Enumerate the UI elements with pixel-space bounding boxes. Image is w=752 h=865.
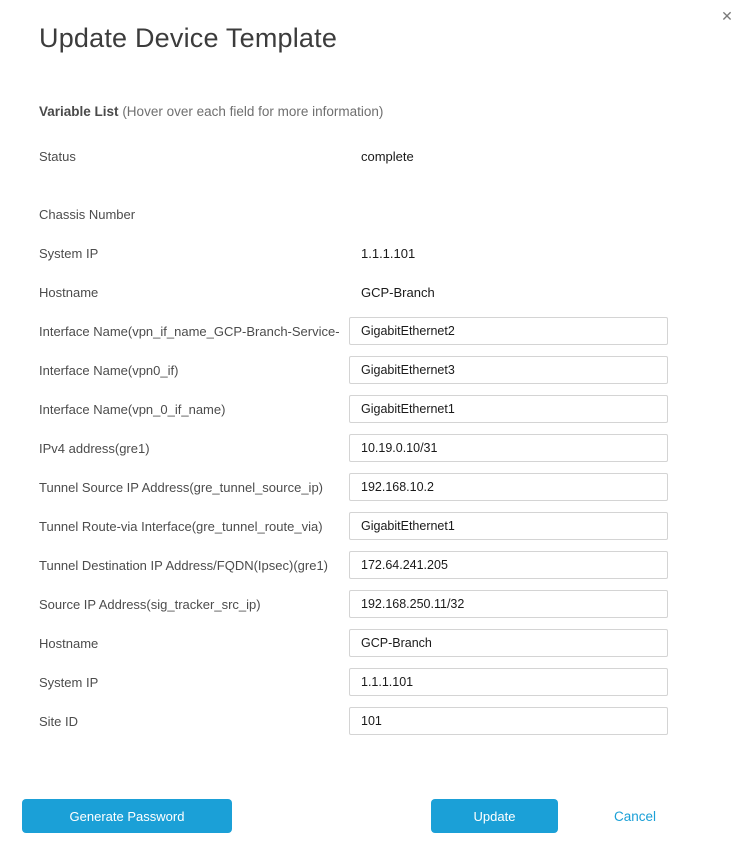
ipv4-address-gre1-input[interactable]: [349, 434, 668, 462]
field-label: System IP: [39, 245, 99, 261]
field-label: Interface Name(vpn0_if): [39, 362, 179, 378]
page-title: Update Device Template: [39, 23, 338, 53]
variable-list-form: [39, 142, 752, 735]
hostname-input[interactable]: [349, 629, 668, 657]
row-tunnel-source-ip: [39, 473, 752, 501]
variable-list-heading: [39, 103, 713, 121]
field-label: Interface Name(vpn_0_if_name): [39, 401, 226, 417]
row-system-ip-editable: [39, 668, 752, 696]
field-label: IPv4 address(gre1): [39, 440, 150, 456]
tunnel-source-ip-input[interactable]: [349, 473, 668, 501]
row-interface-name-service: [39, 317, 752, 345]
field-label: Tunnel Route-via Interface(gre_tunnel_route_via): [39, 518, 323, 534]
update-button[interactable]: Update: [431, 799, 558, 833]
site-id-input[interactable]: [349, 707, 668, 735]
interface-name-vpn-0-if-name-input[interactable]: [349, 395, 668, 423]
row-site-id: [39, 707, 752, 735]
variable-list-label: Variable List: [39, 104, 119, 119]
row-chassis-number: [39, 200, 752, 228]
system-ip-value: 1.1.1.101: [361, 245, 416, 261]
interface-name-service-input[interactable]: [349, 317, 668, 345]
field-label: Source IP Address(sig_tracker_src_ip): [39, 596, 261, 612]
row-hostname-readonly: [39, 278, 752, 306]
cancel-button[interactable]: Cancel: [614, 808, 657, 824]
row-ipv4-address-gre1: [39, 434, 752, 462]
row-tunnel-destination-ip: [39, 551, 752, 579]
system-ip-input[interactable]: [349, 668, 668, 696]
field-label: Interface Name(vpn_if_name_GCP-Branch-Service-: [39, 323, 340, 339]
field-label: Tunnel Destination IP Address/FQDN(Ipsec)(gre1): [39, 557, 329, 573]
tunnel-route-via-input[interactable]: [349, 512, 668, 540]
row-system-ip-readonly: [39, 239, 752, 267]
row-source-ip-sig-tracker: [39, 590, 752, 618]
status-value: complete: [361, 148, 414, 164]
field-label: Site ID: [39, 713, 79, 729]
field-label: Hostname: [39, 284, 99, 300]
row-tunnel-route-via: [39, 512, 752, 540]
sig-tracker-source-ip-input[interactable]: [349, 590, 668, 618]
field-label: Status: [39, 148, 76, 164]
row-status: [39, 142, 752, 170]
interface-name-vpn0-if-input[interactable]: [349, 356, 668, 384]
row-interface-name-vpn-0-if-name: [39, 395, 752, 423]
variable-list-hint: (Hover over each field for more information): [122, 104, 384, 119]
tunnel-destination-ip-input[interactable]: [349, 551, 668, 579]
close-icon[interactable]: ✕: [721, 7, 733, 24]
field-label: System IP: [39, 674, 99, 690]
generate-password-button[interactable]: Generate Password: [22, 799, 232, 833]
row-interface-name-vpn0-if: [39, 356, 752, 384]
field-label: Chassis Number: [39, 206, 136, 222]
hostname-value: GCP-Branch: [361, 284, 435, 300]
row-hostname-editable: [39, 629, 752, 657]
field-label: Tunnel Source IP Address(gre_tunnel_source_ip): [39, 479, 324, 495]
field-label: Hostname: [39, 635, 99, 651]
dialog-footer: [0, 799, 752, 833]
